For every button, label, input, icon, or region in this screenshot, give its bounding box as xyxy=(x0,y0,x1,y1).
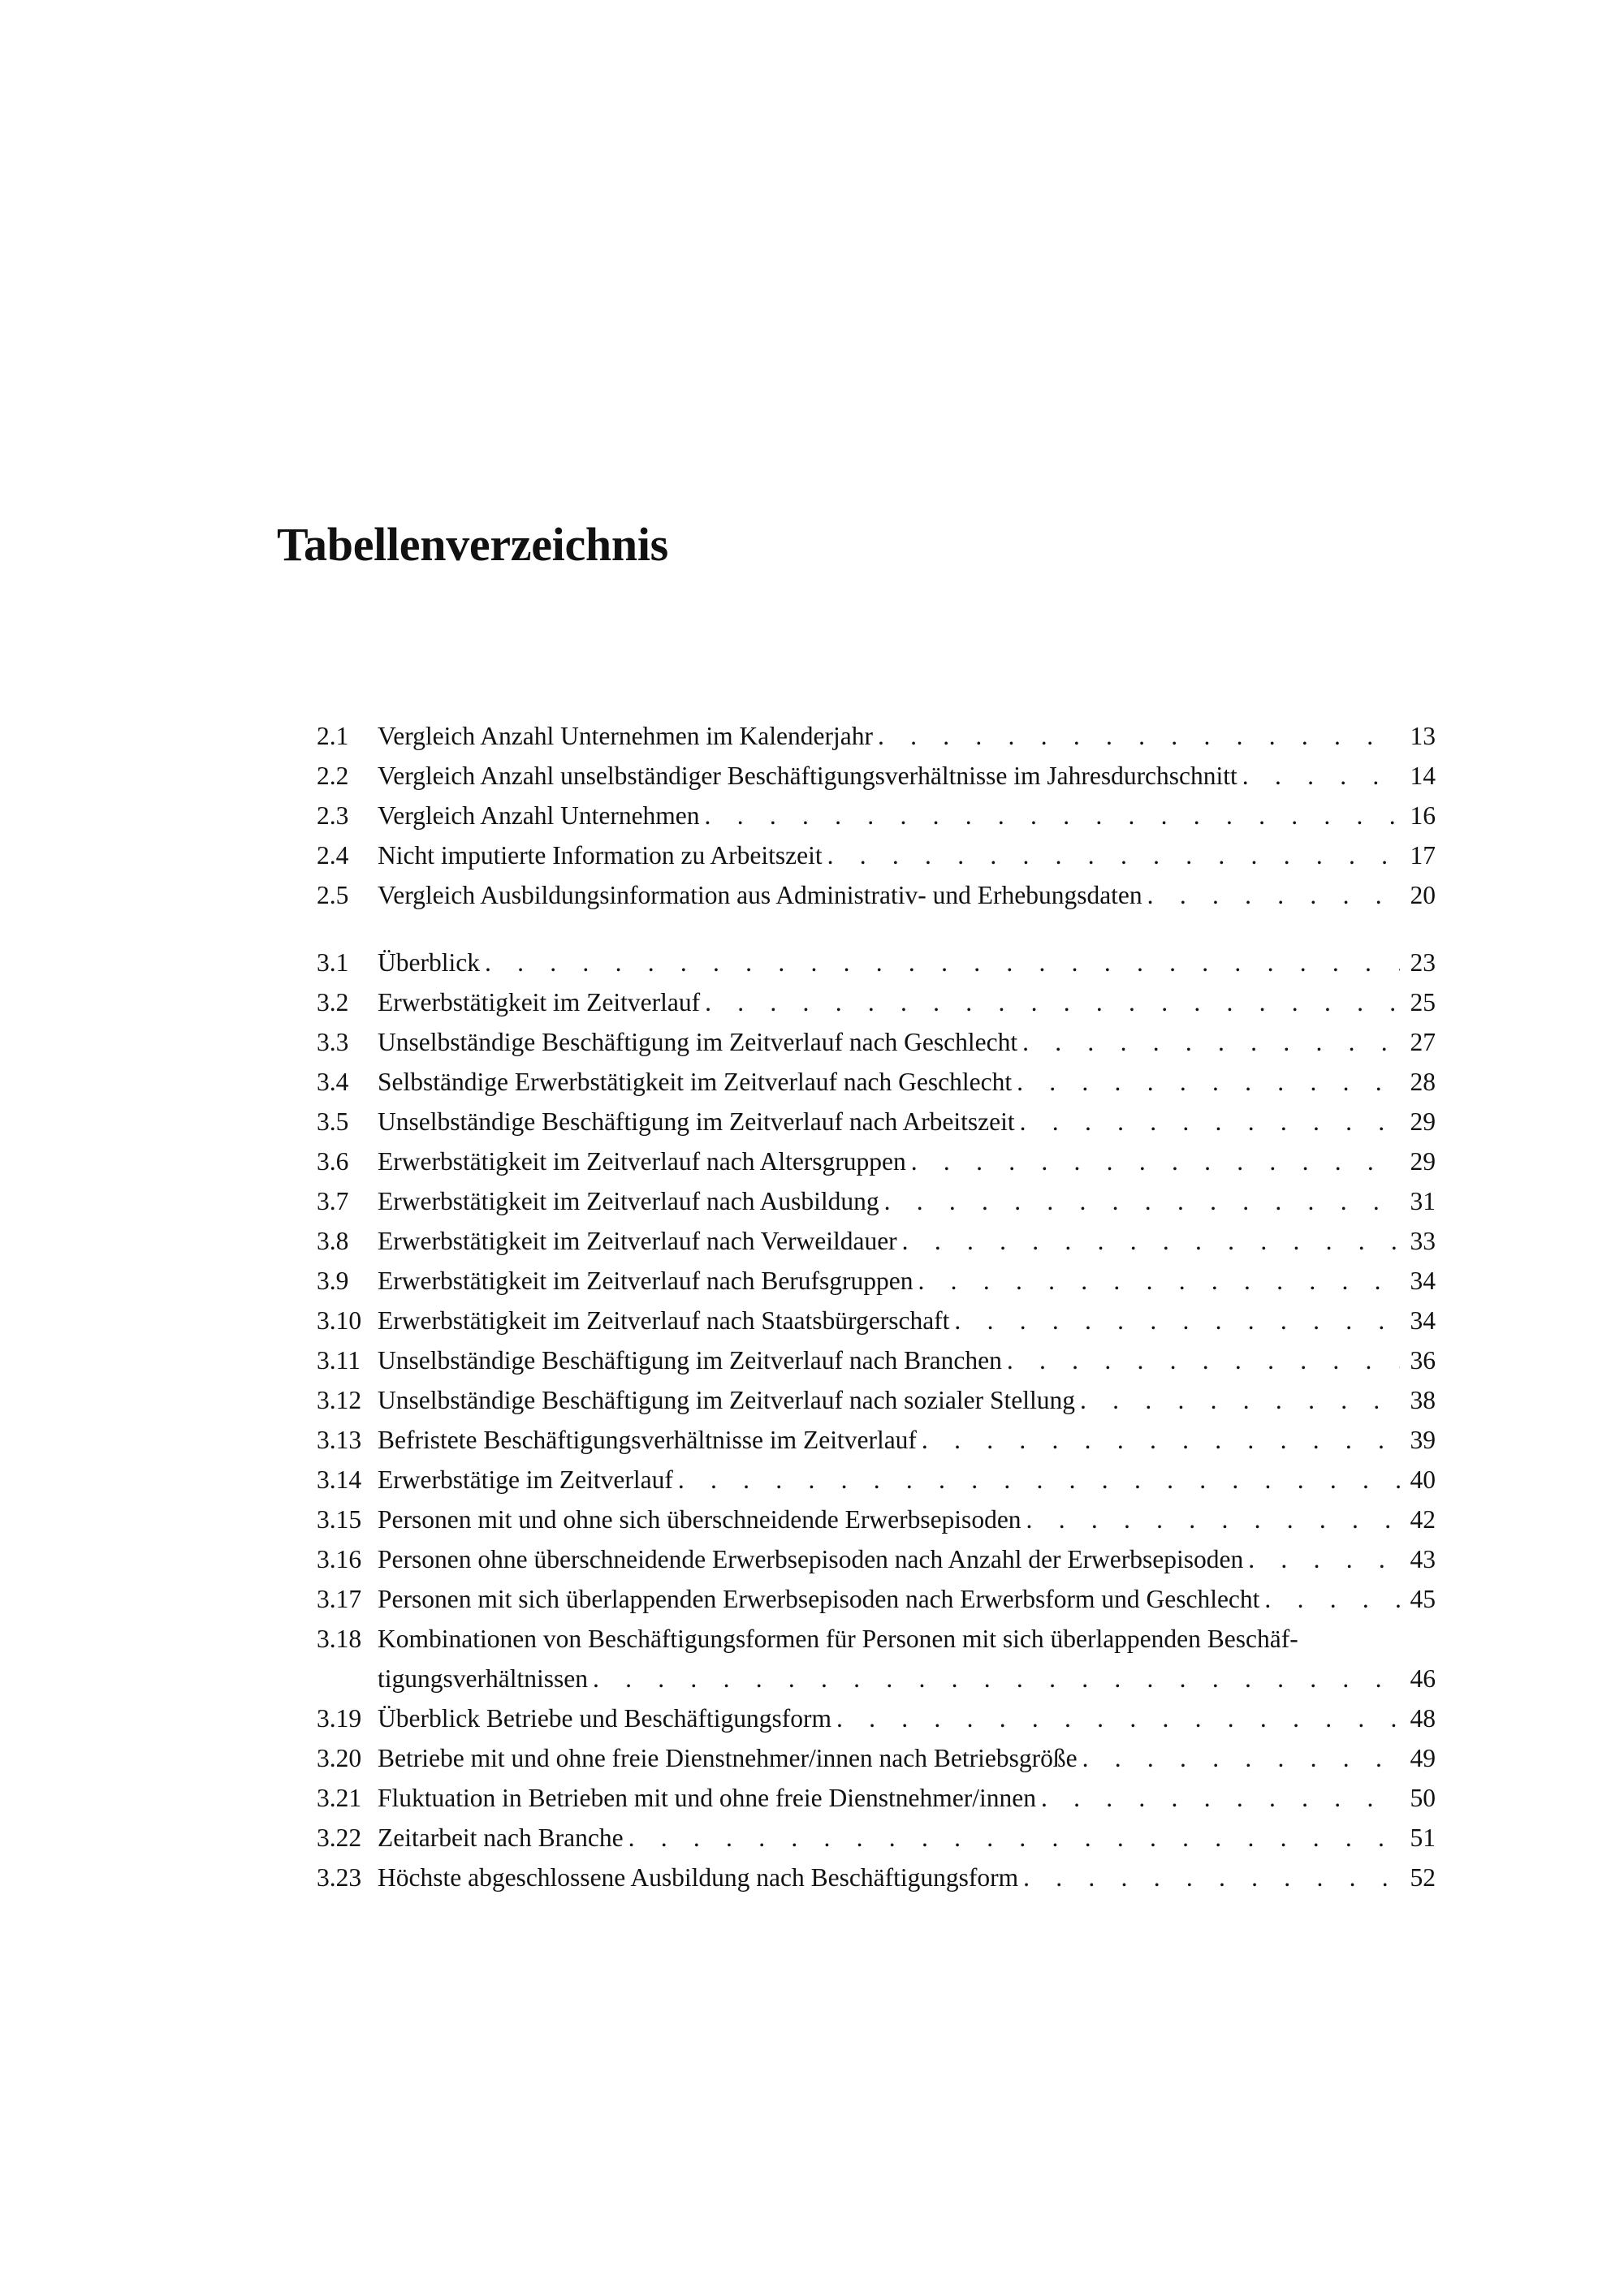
entry-title: Personen mit und ohne sich überschneidende Erwerbsepisoden xyxy=(378,1505,1021,1534)
toc-entry[interactable] xyxy=(317,943,1436,982)
dot-leader xyxy=(1015,1102,1400,1142)
entry-title: Nicht imputierte Information zu Arbeitszeit xyxy=(378,841,823,870)
toc-entry[interactable] xyxy=(317,1500,1436,1539)
entry-number: 3.20 xyxy=(317,1744,362,1772)
entry-number: 3.17 xyxy=(317,1585,362,1613)
dot-leader xyxy=(949,1301,1400,1340)
dot-leader xyxy=(1078,1738,1400,1778)
toc-entry[interactable] xyxy=(317,982,1436,1022)
toc-entry[interactable] xyxy=(317,1818,1436,1858)
entry-page: 40 xyxy=(1410,1465,1436,1494)
toc-entry[interactable] xyxy=(317,1221,1436,1261)
dot-leader xyxy=(700,796,1400,835)
entry-number: 3.15 xyxy=(317,1505,362,1534)
toc-entry[interactable] xyxy=(317,1619,1436,1698)
toc-entry[interactable] xyxy=(317,1698,1436,1738)
entry-title: Personen ohne überschneidende Erwerbsepisoden nach Anzahl der Erwerbsepisoden xyxy=(378,1545,1244,1573)
entry-title: Vergleich Anzahl Unternehmen xyxy=(378,801,700,830)
entry-page: 52 xyxy=(1410,1863,1436,1892)
entry-page: 16 xyxy=(1410,801,1436,830)
toc-entry[interactable] xyxy=(317,835,1436,875)
entry-title: Fluktuation in Betrieben mit und ohne freie Dienstnehmer/innen xyxy=(378,1784,1036,1812)
dot-leader xyxy=(873,716,1400,756)
dot-leader xyxy=(917,1420,1400,1460)
toc-entry[interactable] xyxy=(317,756,1436,796)
toc-entry[interactable] xyxy=(317,1380,1436,1420)
dot-leader xyxy=(823,835,1400,875)
entry-number: 2.5 xyxy=(317,881,349,909)
dot-leader xyxy=(831,1698,1400,1738)
entry-page: 14 xyxy=(1410,762,1436,790)
toc-entry[interactable] xyxy=(317,1102,1436,1142)
toc-entry[interactable] xyxy=(317,1142,1436,1181)
entry-number: 3.7 xyxy=(317,1187,349,1215)
dot-leader xyxy=(1002,1340,1400,1380)
entry-title: Personen mit sich überlappenden Erwerbsepisoden nach Erwerbsform und Geschlecht xyxy=(378,1585,1260,1613)
entry-number: 3.2 xyxy=(317,988,349,1016)
entry-page: 17 xyxy=(1410,841,1436,870)
dot-leader xyxy=(914,1261,1400,1301)
entry-number: 3.9 xyxy=(317,1267,349,1295)
toc-entry[interactable] xyxy=(317,1778,1436,1818)
dot-leader xyxy=(1142,875,1400,915)
entry-title: Erwerbstätigkeit im Zeitverlauf nach Altersgruppen xyxy=(378,1147,906,1176)
entry-number: 2.4 xyxy=(317,841,349,870)
entry-page: 25 xyxy=(1410,988,1436,1016)
entry-number: 3.3 xyxy=(317,1028,349,1056)
entry-number: 3.12 xyxy=(317,1386,362,1414)
dot-leader xyxy=(897,1221,1400,1261)
table-list xyxy=(317,716,1436,1925)
dot-leader xyxy=(1018,1858,1400,1897)
dot-leader xyxy=(588,1659,1400,1698)
entry-page: 39 xyxy=(1410,1426,1436,1454)
dot-leader xyxy=(480,943,1400,982)
toc-entry[interactable] xyxy=(317,716,1436,756)
entry-page: 50 xyxy=(1410,1784,1436,1812)
entry-title: Überblick xyxy=(378,948,480,977)
entry-number: 3.1 xyxy=(317,948,349,977)
entry-page: 49 xyxy=(1410,1744,1436,1772)
dot-leader xyxy=(1036,1778,1400,1818)
toc-entry[interactable] xyxy=(317,1062,1436,1102)
toc-entry[interactable] xyxy=(317,1738,1436,1778)
entry-page: 38 xyxy=(1410,1386,1436,1414)
entry-title: Selbständige Erwerbstätigkeit im Zeitverlauf nach Geschlecht xyxy=(378,1068,1013,1096)
entry-page: 23 xyxy=(1410,948,1436,977)
entry-number: 3.8 xyxy=(317,1227,349,1255)
toc-entry[interactable] xyxy=(317,1460,1436,1500)
toc-entry[interactable] xyxy=(317,1181,1436,1221)
dot-leader xyxy=(624,1818,1400,1858)
entry-title: Befristete Beschäftigungsverhältnisse im Zeitverlauf xyxy=(378,1426,917,1454)
entry-page: 43 xyxy=(1410,1545,1436,1573)
entry-page: 33 xyxy=(1410,1227,1436,1255)
entry-number: 3.16 xyxy=(317,1545,362,1573)
entry-page: 46 xyxy=(1410,1664,1436,1693)
entry-number: 3.21 xyxy=(317,1784,362,1812)
toc-entry[interactable] xyxy=(317,796,1436,835)
toc-entry[interactable] xyxy=(317,1858,1436,1897)
entry-page: 20 xyxy=(1410,881,1436,909)
entry-title: Erwerbstätigkeit im Zeitverlauf nach Ausbildung xyxy=(378,1187,879,1215)
entry-page: 48 xyxy=(1410,1704,1436,1733)
entry-title: Betriebe mit und ohne freie Dienstnehmer/innen nach Betriebsgröße xyxy=(378,1744,1078,1772)
entry-title: Höchste abgeschlossene Ausbildung nach Beschäftigungsform xyxy=(378,1863,1019,1892)
entry-page: 42 xyxy=(1410,1505,1436,1534)
entry-title: Unselbständige Beschäftigung im Zeitverlauf nach Arbeitszeit xyxy=(378,1107,1015,1136)
entry-number: 3.22 xyxy=(317,1823,362,1852)
entry-number: 3.5 xyxy=(317,1107,349,1136)
entry-title: Zeitarbeit nach Branche xyxy=(378,1823,624,1852)
dot-leader xyxy=(906,1142,1400,1181)
entry-number: 3.18 xyxy=(317,1625,362,1653)
entry-title: Vergleich Ausbildungsinformation aus Administrativ- und Erhebungsdaten xyxy=(378,881,1142,909)
entry-title: Erwerbstätigkeit im Zeitverlauf xyxy=(378,988,701,1016)
entry-title: Überblick Betriebe und Beschäftigungsform xyxy=(378,1704,831,1733)
dot-leader xyxy=(700,982,1400,1022)
entry-number: 3.23 xyxy=(317,1863,362,1892)
entry-number: 2.1 xyxy=(317,722,349,750)
toc-entry[interactable] xyxy=(317,1301,1436,1340)
dot-leader xyxy=(1017,1022,1400,1062)
entry-number: 2.2 xyxy=(317,762,349,790)
entry-title: Erwerbstätigkeit im Zeitverlauf nach Berufsgruppen xyxy=(378,1267,914,1295)
toc-entry[interactable] xyxy=(317,875,1436,915)
entry-page: 28 xyxy=(1410,1068,1436,1096)
dot-leader xyxy=(1075,1380,1400,1420)
entry-title: Unselbständige Beschäftigung im Zeitverlauf nach Geschlecht xyxy=(378,1028,1018,1056)
page-title: Tabellenverzeichnis xyxy=(277,518,668,571)
entry-number: 3.11 xyxy=(317,1346,361,1375)
dot-leader xyxy=(1012,1062,1400,1102)
entry-title-continuation: tigungsverhältnissen xyxy=(378,1664,588,1693)
dot-leader xyxy=(673,1460,1400,1500)
entry-page: 34 xyxy=(1410,1306,1436,1335)
entry-number: 3.6 xyxy=(317,1147,349,1176)
entry-title: Erwerbstätige im Zeitverlauf xyxy=(378,1465,673,1494)
entry-number: 3.10 xyxy=(317,1306,362,1335)
entry-number: 2.3 xyxy=(317,801,349,830)
toc-entry[interactable] xyxy=(317,1539,1436,1579)
entry-number: 3.14 xyxy=(317,1465,362,1494)
entry-page: 51 xyxy=(1410,1823,1436,1852)
dot-leader xyxy=(879,1181,1400,1221)
entry-title: Vergleich Anzahl Unternehmen im Kalenderjahr xyxy=(378,722,873,750)
entry-title: Unselbständige Beschäftigung im Zeitverlauf nach Branchen xyxy=(378,1346,1002,1375)
entry-number: 3.13 xyxy=(317,1426,362,1454)
entry-number: 3.19 xyxy=(317,1704,362,1733)
toc-entry[interactable] xyxy=(317,1420,1436,1460)
entry-page: 36 xyxy=(1410,1346,1436,1375)
dot-leader xyxy=(1243,1539,1400,1579)
entry-page: 27 xyxy=(1410,1028,1436,1056)
dot-leader xyxy=(1259,1579,1400,1619)
entry-number: 3.4 xyxy=(317,1068,349,1096)
entry-page: 13 xyxy=(1410,722,1436,750)
toc-entry[interactable] xyxy=(317,1579,1436,1619)
entry-page: 29 xyxy=(1410,1107,1436,1136)
entry-page: 29 xyxy=(1410,1147,1436,1176)
entry-title: Unselbständige Beschäftigung im Zeitverlauf nach sozialer Stellung xyxy=(378,1386,1076,1414)
entry-title: Vergleich Anzahl unselbständiger Beschäftigungsverhältnisse im Jahresdurchschnitt xyxy=(378,762,1237,790)
toc-group-chapter-3 xyxy=(317,943,1436,1897)
entry-title: Erwerbstätigkeit im Zeitverlauf nach Verweildauer xyxy=(378,1227,897,1255)
toc-group-chapter-2 xyxy=(317,716,1436,915)
toc-entry[interactable] xyxy=(317,1261,1436,1301)
dot-leader xyxy=(1237,756,1400,796)
dot-leader xyxy=(1021,1500,1400,1539)
toc-entry[interactable] xyxy=(317,1340,1436,1380)
toc-entry[interactable] xyxy=(317,1022,1436,1062)
entry-page: 45 xyxy=(1410,1585,1436,1613)
entry-page: 34 xyxy=(1410,1267,1436,1295)
entry-page: 31 xyxy=(1410,1187,1436,1215)
entry-title: Kombinationen von Beschäftigungsformen für Personen mit sich überlappenden Beschäf- xyxy=(378,1625,1298,1653)
entry-title: Erwerbstätigkeit im Zeitverlauf nach Staatsbürgerschaft xyxy=(378,1306,950,1335)
